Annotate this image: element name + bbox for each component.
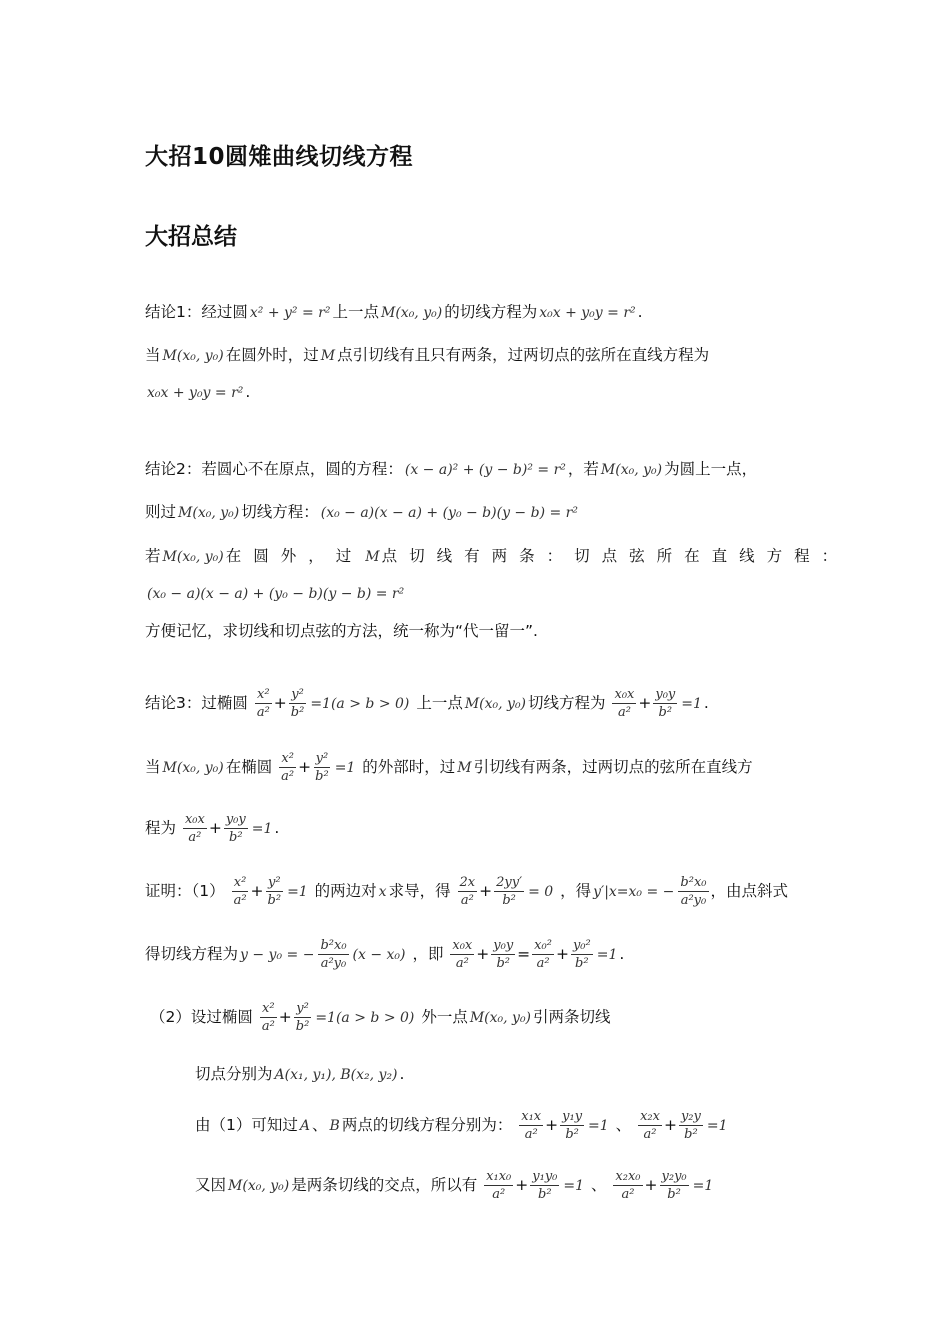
proof-part-2-line-4: 又因 M(x₀, y₀) 是两条切线的交点，所以有 $\frac{\text{x₁x₀}}{\text{a²}}$ + $\frac{\text{y₁y₀}}{\text{b²}}$ =1 、 $\frac{\text{x₂x₀}}{\text{a²}}$ + $\frac{\text{y₂y₀}}{\text{b²}}$ =1 (195, 1169, 714, 1202)
conclusion-3-line-2: 当 M(x₀, y₀) 在椭圆 $\frac{\text{x²}}{\text{a²}}$ + $\frac{\text{y²}}{\text{b²}}$ =1 的外部时，过 M 引切线有两条，过两切点的弦所在直线方 (145, 751, 753, 784)
conclusion-2-line-4: (x₀ − a)(x − a) + (y₀ − b)(y − b) = r² (147, 586, 405, 602)
proof-line-2: 得切线方程为 y − y₀ = − $\frac{\text{b²x₀}}{\text{a²y₀}}$ (x − x₀) ，即 $\frac{\text{x₀x}}{\text{a²}}$ + $\frac{\text{y₀y}}{\text{b²}}$ = $\frac{\text{x₀²}}{\text{a²}}$ + $\frac{\text{y₀²}}{\text{b²}}$ =1 . (145, 938, 625, 971)
proof-part-2-line-2: 切点分别为 A(x₁, y₁), B(x₂, y₂) . (195, 1065, 405, 1083)
conclusion-1-line-1: 结论1：经过圆 x² + y² = r² 上一点 M(x₀, y₀) 的切线方程为 x₀x + y₀y = r² . (145, 303, 643, 321)
conclusion-2-note: 方便记忆，求切线和切点弦的方法，统一称为“代一留一”. (145, 622, 538, 640)
conclusion-2-line-2: 则过 M(x₀, y₀) 切线方程： (x₀ − a)(x − a) + (y₀ − b)(y − b) = r² (145, 503, 578, 521)
section-heading: 大招总结 (145, 224, 237, 250)
tangent-equation: x₀x + y₀y = r² (539, 305, 636, 321)
chord-equation: x₀x + y₀y = r² (147, 385, 244, 401)
proof-part-2-line-3: 由（1）可知过 A 、 B 两点的切线方程分别为： $\frac{\text{x₁x}}{\text{a²}}$ + $\frac{\text{y₁y}}{\text{b²}}$ =1 、 $\frac{\text{x₂x}}{\text{a²}}$ + $\frac{\text{y₂y}}{\text{b²}}$ =1 (195, 1109, 728, 1142)
conclusion-3-line-1: 结论3：过椭圆 $\frac{\text{x²}}{\text{a²}}$ + $\frac{\text{y²}}{\text{b²}}$ =1(a > b > 0) 上一点 M(x₀, y₀) 切线方程为 $\frac{\text{x₀x}}{\text{a²}}$ + $\frac{\text{y₀y}}{\text{b²}}$ =1 . (145, 687, 709, 720)
conclusion-1-line-2: 当 M(x₀, y₀) 在圆外时，过 M 点引切线有且只有两条，过两切点的弦所在直线方程为 (145, 346, 710, 364)
document-title: 大招10圆雉曲线切线方程 (145, 144, 414, 170)
conclusion-2-line-3: 若 M(x₀, y₀) 在圆外，过 M 点切线有两条：切点弦所在直线方程： (145, 547, 850, 565)
proof-line-1: 证明：（1） $\frac{\text{x²}}{\text{a²}}$ + $\frac{\text{y²}}{\text{b²}}$ =1 的两边对 x 求导，得 $\frac{2x}{\text{a²}}$ + $\frac{2yy'}{\text{b²}}$ = 0 ，得 y′|x=x₀ = − $\frac{\text{b²x₀}}{\text{a²y₀}}$ ，由点斜式 (145, 875, 789, 908)
proof-part-2-line-1: （2）设过椭圆 $\frac{\text{x²}}{\text{a²}}$ + $\frac{\text{y²}}{\text{b²}}$ =1(a > b > 0) 外一点 M(x₀, y₀) 引两条切线 (150, 1001, 611, 1034)
conclusion-3-line-3: 程为 $\frac{\text{x₀x}}{\text{a²}}$ + $\frac{\text{y₀y}}{\text{b²}}$ =1 . (145, 812, 280, 845)
point-m: M(x₀, y₀) (381, 305, 443, 321)
conclusion-1-line-3: x₀x + y₀y = r² . (147, 383, 251, 401)
circle-equation: x² + y² = r² (249, 305, 331, 321)
conclusion-2-line-1: 结论2：若圆心不在原点，圆的方程： (x − a)² + (y − b)² = r² ，若 M(x₀, y₀) 为圆上一点， (145, 460, 758, 478)
